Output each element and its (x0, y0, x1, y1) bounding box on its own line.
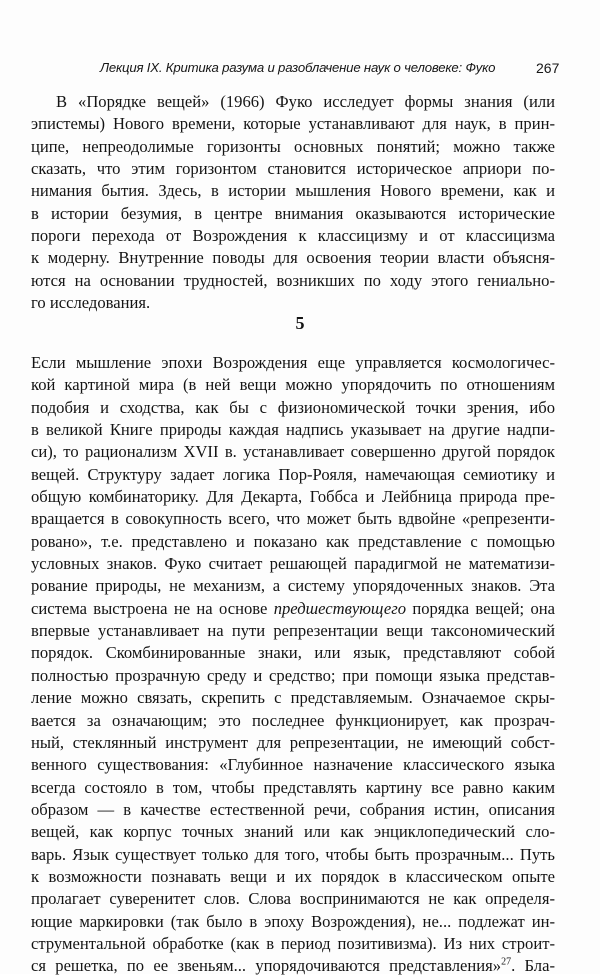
text-line: си), то рационализм XVII в. устанавливает совершенно другой порядок (31, 442, 555, 462)
text-line: нимания бытия. Здесь, в истории мышления Нового времени, как и (31, 181, 555, 201)
text-line: ный, стеклянный инструмент для репрезентации, не имеющий собст- (31, 732, 555, 752)
text-line: условных знаков. Фуко считает решающей парадигмой не математизи- (31, 554, 555, 574)
text-line: рование природы, не механизм, а систему упорядоченных знаков. Эта (31, 576, 555, 596)
text-line: вращается в совокупность всего, что может быть вдвойне «репрезенти- (31, 509, 555, 529)
running-head-title: Лекция IX. Критика разума и разоблачение наук о человеке: Фуко (100, 60, 496, 75)
text-line: к модерну. Внутренние поводы для освоения теории власти объясня- (31, 248, 555, 268)
text-run: система выстроена не на основе (31, 598, 274, 618)
text-line: в истории безумия, в центре внимания оказываются исторические (31, 203, 555, 223)
text-line: подобия и сходства, как бы с физиономической точки зрения, ибо (31, 397, 555, 417)
text-line: вается за означающим; это последнее функционирует, как прозрач- (31, 710, 555, 730)
text-line: эпистемы) Нового времени, которые устанавливают для наук, в прин- (31, 114, 555, 134)
text-line: пороги перехода от Возрождения к классицизму и от классицизма (31, 226, 555, 246)
text-line: всегда состояло в том, чтобы представлять картину все равно каким (31, 777, 555, 797)
text-line: пролагает суверенитет слов. Слова воспринимаются не как определя- (31, 889, 555, 909)
text-run: ся решетка, по ее звеньям... упорядочиваются представления» (31, 956, 502, 976)
text-line: порядок. Скомбинированные знаки, или язык, представляют собой (31, 643, 555, 663)
text-line: го исследования. (31, 293, 151, 313)
text-line: общую комбинаторику. Для Декарта, Гоббса и Лейбница природа пре- (31, 487, 555, 507)
page-number: 267 (536, 60, 560, 76)
text-line: Если мышление эпохи Возрождения еще управляется космологичес- (31, 353, 555, 372)
footnote-marker[interactable]: 27 (501, 956, 512, 968)
text-line-with-footnote (31, 955, 555, 977)
paragraph-renaissance-classicism (31, 352, 555, 978)
running-head (0, 0, 600, 100)
text-run: порядка вещей; она (406, 598, 555, 618)
text-line: ление можно связать, скрепить с представляемым. Означаемое скры- (31, 688, 555, 708)
text-run: . Бла- (511, 956, 555, 976)
text-line: полностью прозрачную среду и средство; при помощи языка представ- (31, 665, 555, 685)
paragraph-foucault-order-of-things (31, 91, 555, 314)
text-line: вещей. Структуру задает логика Пор-Рояля, намечающая семиотику и (31, 464, 555, 484)
text-line: ющие маркировки (так было в эпоху Возрождения), не... подлежат ин- (31, 911, 555, 931)
section-number: 5 (295, 313, 305, 333)
text-line: сказать, что этим горизонтом становится историческое априори по- (31, 159, 555, 179)
text-line: ются на основании трудностей, возникших по ходу этого гениально- (31, 270, 555, 290)
text-line: венного существования: «Глубинное назначение классического языка (31, 755, 555, 775)
emphasized-word: предшествующего (273, 598, 406, 618)
text-line: к возможности познавать вещи и их порядок в классическом опыте (31, 866, 555, 886)
text-line: в великой Книге природы каждая надпись указывает на другие надпи- (31, 420, 555, 440)
text-line-with-emphasis (31, 598, 555, 620)
text-line: В «Порядке вещей» (1966) Фуко исследует формы знания (или (56, 92, 555, 111)
text-line: ципе, непреодолимые горизонты основных понятий; можно также (31, 136, 555, 156)
text-line: образом — в качестве естественной речи, собрания истин, описания (31, 799, 555, 819)
text-line: ровано», т.е. представлено и показано как представление с помощью (31, 531, 555, 551)
text-line: впервые устанавливает на пути репрезентации вещи таксономический (31, 621, 555, 641)
text-line: вещей, как корпус точных знаний или как энциклопедический сло- (31, 822, 555, 842)
text-line: кой картиной мира (в ней вещи можно упорядочить по отношениям (31, 375, 555, 395)
text-line: струментальной обработке (как в период позитивизма). Из них строит- (31, 933, 555, 953)
text-line: варь. Язык существует только для того, чтобы быть прозрачным... Путь (31, 844, 555, 864)
